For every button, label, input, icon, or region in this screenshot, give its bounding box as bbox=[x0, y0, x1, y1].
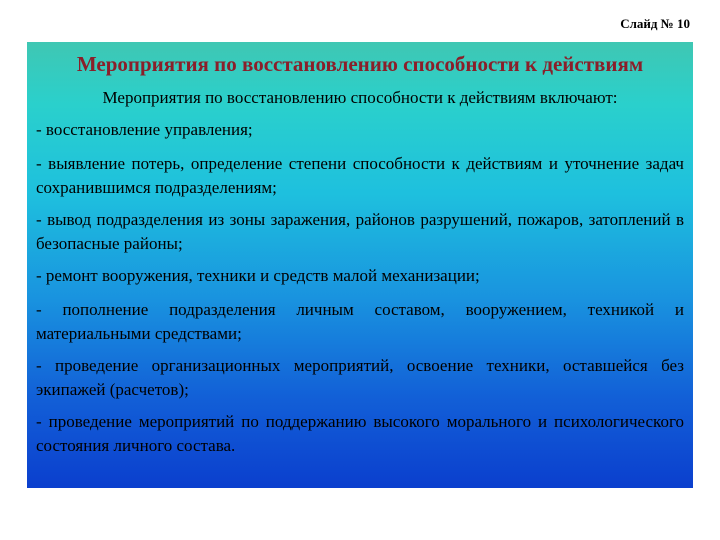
slide-number: Слайд № 10 bbox=[620, 16, 690, 31]
list-item: - пополнение подразделения личным составом, вооружением, техникой и материальными средствами; bbox=[36, 300, 684, 343]
list-item: - выявление потерь, определение степени способности к действиям и уточнение задач сохранившимся подразделениям; bbox=[36, 154, 684, 197]
slide-content-panel bbox=[27, 42, 693, 488]
slide-title: Мероприятия по восстановлению способности к действиям bbox=[76, 52, 644, 76]
list-item: - проведение организационных мероприятий, освоение техники, оставшейся без экипажей (расчетов); bbox=[36, 356, 684, 399]
list-item: - восстановление управления; bbox=[36, 120, 253, 139]
list-item: - вывод подразделения из зоны заражения, районов разрушений, пожаров, затоплений в безопасные районы; bbox=[36, 210, 684, 253]
list-item: - проведение мероприятий по поддержанию высокого морального и психологического состояния личного состава. bbox=[36, 412, 684, 455]
intro-text: Мероприятия по восстановлению способности к действиям включают: bbox=[102, 88, 618, 107]
list-item: - ремонт вооружения, техники и средств малой механизации; bbox=[36, 266, 480, 285]
